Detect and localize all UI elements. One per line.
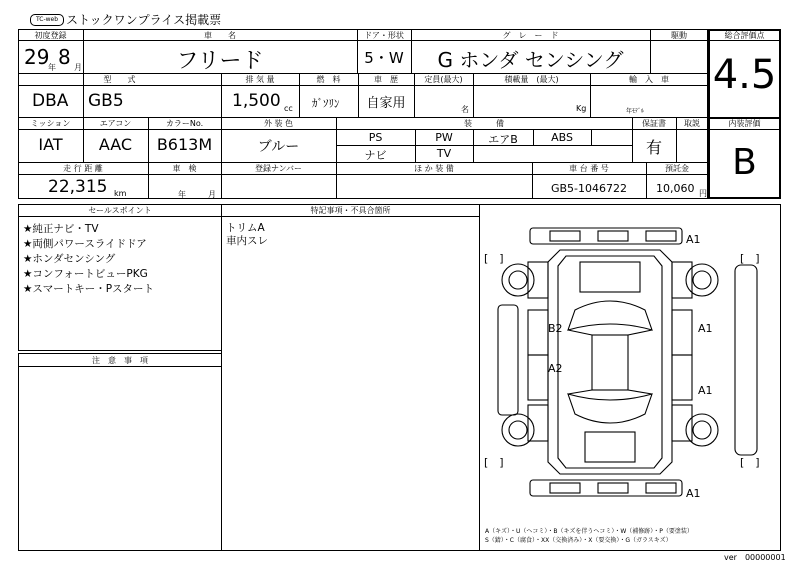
displacement: 1,500 xyxy=(232,91,281,111)
equip-pw: PW xyxy=(435,131,453,144)
bracket-top-right: [ ] xyxy=(740,252,760,265)
list-item: ★純正ナビ・TV xyxy=(23,223,99,235)
legend xyxy=(485,527,693,545)
label-grade: グ レ ー ド xyxy=(502,31,559,40)
equip-ps: PS xyxy=(368,131,383,144)
damage-mark: A2 xyxy=(548,362,563,375)
label-displacement: 排 気 量 xyxy=(245,75,275,84)
label-reg-plate: 登録ナンバー xyxy=(254,164,303,173)
grade: G ホンダ センシング xyxy=(437,48,624,72)
list-item: ★ホンダセンシング xyxy=(23,253,116,265)
unit-year: 年 xyxy=(48,63,56,72)
mileage: 22,315 xyxy=(48,177,108,197)
history: 自家用 xyxy=(366,96,406,111)
label-deposit: 預託金 xyxy=(665,164,689,173)
interior-score: B xyxy=(732,142,757,183)
label-model: 型 式 xyxy=(103,75,136,84)
unit-yen: 円 xyxy=(699,189,707,198)
fuel: ｶﾞｿﾘﾝ xyxy=(312,97,340,110)
damage-mark: A1 xyxy=(698,384,713,397)
version: ver 00000001 xyxy=(724,553,786,562)
label-mileage: 走 行 距 離 xyxy=(63,164,103,173)
color-no: B613M xyxy=(156,135,213,154)
list-item: 車内スレ xyxy=(226,235,268,247)
label-capacity: 定員(最大) xyxy=(424,75,463,84)
list-item: ★コンフォートビューPKG xyxy=(23,268,148,280)
label-aircon: エアコン xyxy=(99,119,132,128)
label-interior-score: 内装評価 xyxy=(728,119,761,128)
exterior-color: ブルー xyxy=(257,139,300,155)
chassis-no: GB5-1046722 xyxy=(550,182,628,195)
model: GB5 xyxy=(88,91,124,111)
label-inspection: 車 検 xyxy=(172,164,197,173)
bracket-top-left: [ ] xyxy=(484,252,504,265)
list-item: トリムA xyxy=(226,222,265,234)
label-sales-points: セールスポイント xyxy=(88,206,152,215)
label-exterior: 外 装 色 xyxy=(263,119,294,128)
equip-tv: TV xyxy=(436,147,452,160)
label-fuel: 燃 料 xyxy=(316,75,341,84)
legend-line: A（キズ）・U（ヘコミ）・B（キズを伴うヘコミ）・W（補修跡）・P（要塗装） xyxy=(485,528,693,535)
legend-line: S（錆）・C（腐食）・XX（交換済み）・X（要交換）・G（ガラスキズ） xyxy=(485,537,672,544)
label-chassis: 車 台 番 号 xyxy=(569,164,609,173)
inspection-unit-month: 月 xyxy=(208,190,216,199)
deposit: 10,060 xyxy=(656,182,695,195)
equip-abs: ABS xyxy=(551,131,573,144)
label-car-name: 車 名 xyxy=(204,31,236,40)
car-name: フリード xyxy=(176,49,264,74)
aircon: AAC xyxy=(98,135,133,154)
label-manual: 取説 xyxy=(684,119,700,128)
unit-cc: cc xyxy=(284,104,293,113)
overall-score: 4.5 xyxy=(712,52,777,98)
unit-kg: Kg xyxy=(576,104,587,113)
unit-name: 名 xyxy=(461,105,469,114)
bracket-bottom-left: [ ] xyxy=(484,456,504,469)
inspection-unit-year: 年 xyxy=(178,190,186,199)
model-prefix: DBA xyxy=(32,91,69,111)
label-other-equip: ほ か 装 備 xyxy=(414,164,454,173)
label-warranty: 保証書 xyxy=(642,119,666,128)
damage-mark: A1 xyxy=(686,487,701,500)
unit-model-year: 年ﾓﾃﾞﾙ xyxy=(626,108,645,115)
label-first-reg: 初度登録 xyxy=(34,31,67,40)
damage-mark: B2 xyxy=(548,322,563,335)
mission: IAT xyxy=(38,135,63,154)
equip-airbag: エアB xyxy=(488,133,518,146)
label-remarks: 特記事項・不具合箇所 xyxy=(310,206,391,215)
first-reg-year: 29 xyxy=(24,45,50,69)
label-color-no: カラーNo. xyxy=(165,119,204,128)
first-reg-month: 8 xyxy=(58,45,71,69)
list-item: ★両側パワースライドドア xyxy=(23,238,147,250)
damage-mark: A1 xyxy=(686,233,701,246)
label-import: 輸 入 車 xyxy=(629,75,669,84)
logo-text: TC-web xyxy=(35,16,59,23)
label-door-shape: ドア・形状 xyxy=(364,31,404,40)
unit-km: km xyxy=(114,189,127,198)
label-notes: 注 意 事 項 xyxy=(92,356,148,365)
list-item: ★スマートキー・Pスタート xyxy=(23,283,155,295)
label-mission: ミッション xyxy=(30,119,71,128)
unit-month: 月 xyxy=(74,63,82,72)
bracket-bottom-right: [ ] xyxy=(740,456,760,469)
label-overall-score: 総合評価点 xyxy=(724,31,765,40)
door-shape: 5・W xyxy=(364,49,404,67)
page-title: ストックワンプライス掲載票 xyxy=(66,13,222,27)
label-equipment: 装 備 xyxy=(464,119,504,128)
equip-navi: ナビ xyxy=(364,149,387,162)
damage-mark: A1 xyxy=(698,322,713,335)
label-load: 積載量 (最大) xyxy=(504,75,559,84)
warranty-value: 有 xyxy=(645,138,662,157)
label-history: 車 歴 xyxy=(374,75,398,84)
label-drive: 駆動 xyxy=(671,31,687,40)
